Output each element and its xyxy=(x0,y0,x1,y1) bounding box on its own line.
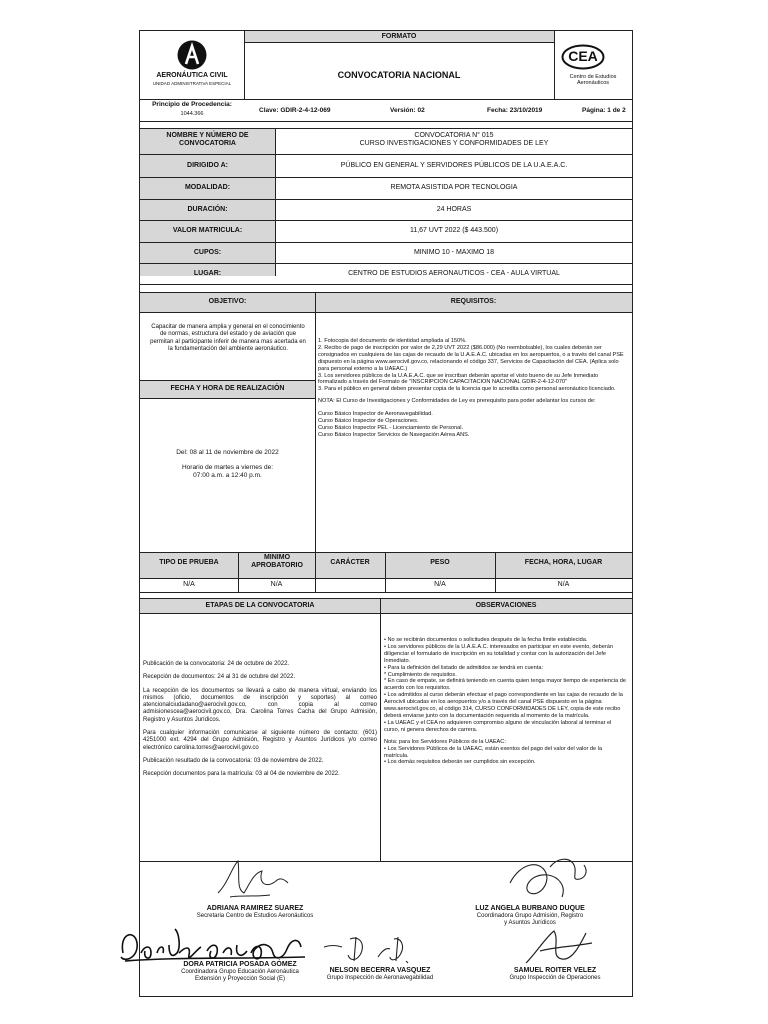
prueba-value-tipo: N/A xyxy=(183,581,195,588)
info-label-valor: VALOR MATRICULA: xyxy=(172,227,243,234)
prueba-header-caracter: CARÁCTER xyxy=(330,559,370,566)
requisitos-list xyxy=(318,338,628,439)
signature-roiter xyxy=(520,923,600,971)
observacion-item: • Los Servidores Públicos de la UAEAC, están exentos del pago del valor del valor de la matrícula. xyxy=(384,745,603,759)
observacion-item: • La UAEAC y el CEA no adquieren compromiso alguno de vinculación laboral al terminar el curso, ni genera derechos de carrera. xyxy=(384,719,612,733)
signer-name: DORA PATRICIA POSADA GÓMEZ xyxy=(183,961,297,968)
observacion-item: • Los servidores públicos de la U.A.E.A.C. interesados en participar en este evento, deberán diligenciar el formulario de inscripción en su totalidad y contar con la autorización del Jefe Inmediato. xyxy=(384,643,613,664)
info-label-cupos: CUPOS: xyxy=(193,249,222,256)
observacion-item: • No se recibirán documentos o solicitudes después de la fecha límite establecida. xyxy=(384,637,588,643)
principle-label: Principio de Procedencia: xyxy=(152,101,232,108)
curso-item: Curso Básico Inspector PEL - Licenciamiento de Personal. xyxy=(318,424,463,431)
observaciones-title: OBSERVACIONES xyxy=(475,602,537,609)
aerocivil-logo xyxy=(177,40,207,70)
document-title: CONVOCATORIA NACIONAL xyxy=(337,70,461,80)
info-label-lugar: LUGAR: xyxy=(193,270,222,277)
cea-name-2: Aeronáuticos xyxy=(576,80,610,86)
horario-label: Horario de martes a viernes de: xyxy=(181,464,274,471)
signature-ramirez xyxy=(210,853,290,905)
etapa-item: La recepción de los documentos se llevará a cabo de manera virtual, enviando los mismos (oficio, documentos de inscripción y soportes) al correo atencionalciudadano@aerocivil.gov.co, con copia al correo admisionescea@aerocivil.gov.co, Dra. Carolina Torres Cacha del Grupo Admisión, Registro y Asuntos Jurídicos. xyxy=(143,687,377,723)
signature-burbano xyxy=(500,853,590,909)
signer-role: Grupo Inspección de Operaciones xyxy=(509,975,601,981)
objetivo-title: OBJETIVO: xyxy=(208,298,247,305)
requisito-item: 1. Fotocopia del documento de identidad ampliada al 150%. xyxy=(318,338,467,344)
requisitos-nota: NOTA: El Curso de Investigaciones y Conformidades de Ley es prerequisito para poder adelantar los cursos de: xyxy=(318,398,596,405)
requisito-item: 3. Para el público en general deben presentar copia de la licencia que lo acredita como personal aeronáutico licenciado. xyxy=(318,386,616,393)
observacion-item: * En caso de empate, se definirá teniendo en cuenta quien tenga mayor tiempo de experiencia de acuerdo con los requisitos. xyxy=(384,678,626,692)
observacion-nota: Nota: para los Servidores Públicos de la UAEAC: xyxy=(384,738,506,745)
org-name: AERONÁUTICA CIVIL xyxy=(156,72,228,79)
principle-value: 1044.366 xyxy=(180,111,204,117)
signer-becerra xyxy=(305,967,455,982)
etapas-text xyxy=(143,661,377,785)
signer-role: Secretaria Centro de Estudios Aeronáuticos xyxy=(196,913,314,919)
format-label: FORMATO xyxy=(381,33,417,40)
prueba-header-peso: PESO xyxy=(430,559,450,566)
prueba-header-tipo: TIPO DE PRUEBA xyxy=(159,559,219,566)
curso-item: Curso Básico Inspector de Operaciones. xyxy=(318,418,419,425)
signer-role: Coordinadora Grupo Educación Aeronáutica xyxy=(181,969,299,975)
fecha: Fecha: 23/10/2019 xyxy=(487,107,543,114)
observacion-item: • Los demás requisitos deberán ser cumplidos sin excepción. xyxy=(384,759,536,766)
curso-item: Curso Básico Inspector Servicios de Navegación Aérea ANS. xyxy=(318,431,470,438)
signer-name: ADRIANA RAMIREZ SUAREZ xyxy=(206,905,304,912)
horario-value: 07:00 a.m. a 12:40 p.m. xyxy=(193,472,262,479)
info-value-dirigido: PÚBLICO EN GENERAL Y SERVIDORES PÚBLICOS DE LA U.A.E.A.C. xyxy=(340,162,568,169)
signer-name: NELSON BECERRA VASQUEZ xyxy=(329,967,431,974)
cea-name-1: Centro de Estudios xyxy=(569,74,617,80)
org-subtitle: UNIDAD ADMINISTRATIVA ESPECIAL xyxy=(152,81,232,86)
document-page xyxy=(139,30,633,997)
info-value-duracion: 24 HORAS xyxy=(436,206,472,213)
signature-becerra xyxy=(320,931,416,971)
fecha-hora-title: FECHA Y HORA DE REALIZACIÓN xyxy=(170,385,285,392)
etapa-item: Publicación de la convocatoria: 24 de octubre de 2022. xyxy=(143,661,290,667)
observaciones-list xyxy=(384,637,628,766)
curso-item: Curso Básico Inspector de Aeronavegabilidad. xyxy=(318,411,433,418)
requisito-item: 3. Los servidores públicos de la U.A.E.A.C. que se inscriban deberán aportar el visto bueno de su Jefe Inmediato formalizado a través del Formato de "INSCRIPCION CAPACITACION NACIONAL GDIR-2-4-12-070" xyxy=(318,372,599,386)
clave: Clave: GDIR-2-4-12-069 xyxy=(259,107,331,114)
info-value-valor: 11,67 UVT 2022 ($ 443.500) xyxy=(409,227,499,234)
signer-role: Extensión y Proyección Social (E) xyxy=(194,976,286,982)
etapa-item: Publicación resultado de la convocatoria: 03 de noviembre de 2022. xyxy=(143,757,324,764)
requisito-item: 2. Recibo de pago de inscripción por valor de 2,29 UVT 2022 ($86.000) (No reembolsable), los cuales deberán ser consignados en cualquiera de las cajas de recaudo de la U.A.E.A.C. ubicadas en los aeropuertos, o a través del canal PSE dispuesto en la página www.aerocivil.gov.co, relacionando el código 337, Servicios de Capacitación del CEA. (Aplica solo para personal externo a la UAEAC.) xyxy=(318,344,624,372)
prueba-value-peso: N/A xyxy=(434,581,446,588)
info-value-lugar: CENTRO DE ESTUDIOS AERONAUTICOS - CEA - AULA VIRTUAL xyxy=(348,270,560,277)
info-value-convocatoria: CONVOCATORIA N° 015 CURSO INVESTIGACIONES Y CONFORMIDADES DE LEY xyxy=(359,132,549,147)
fecha-del: Del: 08 al 11 de noviembre de 2022 xyxy=(176,449,279,456)
signer-name: LUZ ANGELA BURBANO DUQUE xyxy=(475,905,585,912)
info-value-cupos: MINIMO 10 - MAXIMO 18 xyxy=(413,249,495,256)
prueba-value-minimo: N/A xyxy=(270,581,283,588)
version: Versión: 02 xyxy=(390,107,425,114)
prueba-value-fecha: N/A xyxy=(557,581,570,588)
info-label-dirigido: DIRIGIDO A: xyxy=(187,162,228,169)
etapa-item: Recepción de documentos: 24 al 31 de octubre del 2022. xyxy=(143,674,296,681)
observacion-item: * Cumplimiento de requisitos. xyxy=(384,671,457,678)
signer-role: Grupo Inspección de Aeronavegabilidad xyxy=(326,975,434,981)
signer-ramirez xyxy=(170,905,340,920)
info-value-modalidad: REMOTA ASISTIDA POR TECNOLOGIA xyxy=(390,184,518,191)
signer-role: Coordinadora Grupo Admisión, Registro xyxy=(476,913,584,919)
observacion-item: • Para la definición del listado de admitidos se tendrá en cuenta: xyxy=(384,664,543,671)
pagina: Página: 1 de 2 xyxy=(582,107,626,114)
requisitos-title: REQUISITOS: xyxy=(450,298,497,305)
signer-name: SAMUEL ROITER VELEZ xyxy=(513,967,597,974)
prueba-header-minimo: MINIMO APROBATORIO xyxy=(251,554,303,569)
signer-role: y Asuntos Jurídicos xyxy=(504,920,556,926)
prueba-header-fecha: FECHA, HORA, LUGAR xyxy=(524,559,603,566)
info-label-duracion: DURACIÓN: xyxy=(187,206,228,213)
signer-roiter xyxy=(480,967,630,982)
etapas-title: ETAPAS DE LA CONVOCATORIA xyxy=(205,602,315,609)
observacion-item: • Los admitidos al curso deberán efectuar el pago correspondiente en las cajas de recaudo de la Aerocivil ubicadas en los aeropuertos y/o a través del canal PSE dispuesto en la página www.aerocivil.gov.co, al código 314, CURSO CONFORMIDADES DE LEY, copia de este recibo deberá enviarse junto con la documentación requerida al momento de la matrícula. xyxy=(384,692,623,719)
objetivo-text: Capacitar de manera amplia y general en el conocimiento de normas, estructura del estado y de aviación que permitan al participante inferir de manera mas acertada en la fundamentación del ambiente aeronáutico. xyxy=(150,324,306,352)
etapa-item: Recepción documentos para la matrícula: 03 al 04 de noviembre de 2022. xyxy=(143,771,340,778)
info-label-convocatoria: NOMBRE Y NÚMERO DE CONVOCATORIA xyxy=(166,132,249,147)
info-label-modalidad: MODALIDAD: xyxy=(184,184,231,191)
cea-logo-text: CEA xyxy=(568,48,598,64)
etapa-item: Para cualquier información comunicarse al siguiente número de contacto: (601) 4251000 ext. 4294 del Grupo Admisión, Registro y Asuntos Jurídicos y/o correo electrónico carolina.torres@aerocivil.gov.co xyxy=(143,730,377,751)
